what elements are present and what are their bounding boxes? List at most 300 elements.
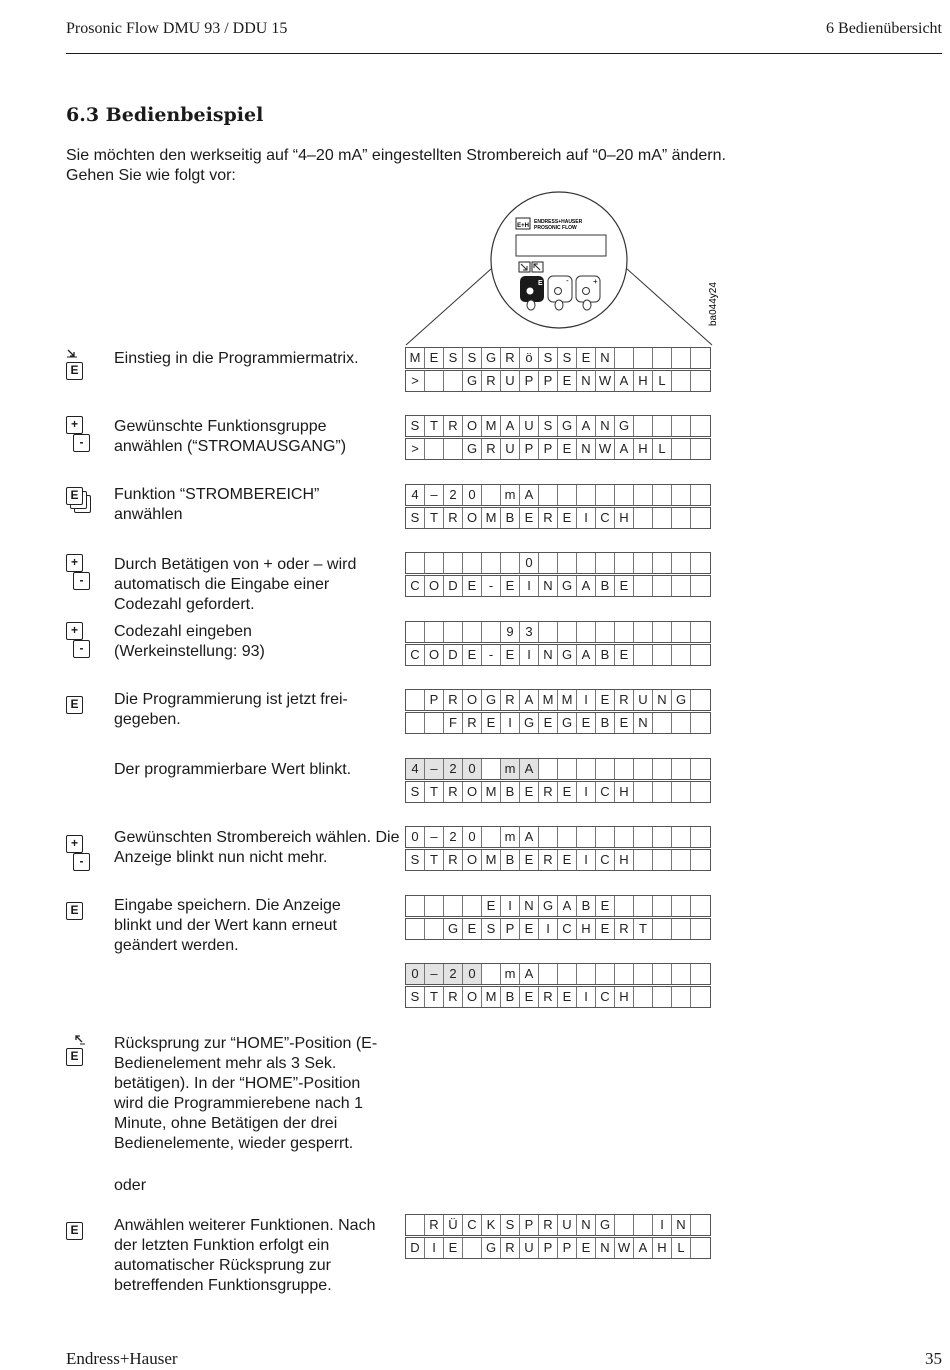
lcd-cell: M (482, 508, 501, 528)
lcd-cell: A (558, 896, 577, 916)
step-2-text: Gewünschte Funktionsgruppe anwählen (“STROMAUSGANG”) (114, 418, 347, 455)
lcd-cell: H (615, 987, 634, 1007)
lcd-cell: R (615, 919, 634, 939)
lcd-cell: I (653, 1215, 672, 1235)
lcd-cell (577, 553, 596, 573)
lcd-cell (653, 782, 672, 802)
lcd-cell (672, 964, 691, 984)
lcd-cell: E (596, 896, 615, 916)
lcd-cell: N (520, 896, 539, 916)
lcd-display (405, 347, 711, 392)
lcd-cell: C (406, 645, 425, 665)
lcd-cell: A (520, 690, 539, 710)
lcd-cell: O (425, 645, 444, 665)
svg-text:-: - (566, 276, 569, 285)
lcd-cell: E (463, 919, 482, 939)
lcd-cell (691, 348, 711, 368)
lcd-cell: E (615, 576, 634, 596)
lcd-cell (672, 713, 691, 733)
lcd-cell (691, 485, 711, 505)
lcd-cell: P (501, 919, 520, 939)
lcd-cell: C (596, 987, 615, 1007)
lcd-cell: S (501, 1215, 520, 1235)
lcd-cell (539, 485, 558, 505)
lcd-cell (406, 690, 425, 710)
lcd-cell (558, 553, 577, 573)
lcd-cell: S (444, 348, 463, 368)
lcd-cell (482, 759, 501, 779)
lcd-cell (634, 416, 653, 436)
lcd-cell (615, 348, 634, 368)
lcd-row (405, 963, 711, 985)
lcd-cell (444, 553, 463, 573)
lcd-display (405, 826, 711, 871)
lcd-cell (615, 759, 634, 779)
lcd-cell: I (425, 1238, 444, 1258)
lcd-cell (653, 645, 672, 665)
lcd-display (405, 484, 711, 529)
lcd-cell: E (520, 987, 539, 1007)
lcd-cell: R (482, 371, 501, 391)
lcd-cell: m (501, 964, 520, 984)
lcd-cell (577, 485, 596, 505)
lcd-cell: S (539, 348, 558, 368)
lcd-cell: E (577, 1238, 596, 1258)
device-illustration (400, 188, 730, 350)
lcd-cell (672, 759, 691, 779)
lcd-cell: 0 (463, 759, 482, 779)
lcd-cell (691, 1215, 711, 1235)
lcd-cell (634, 827, 653, 847)
lcd-cell: E (520, 919, 539, 939)
lcd-cell: - (482, 576, 501, 596)
lcd-cell: N (596, 416, 615, 436)
lcd-cell (691, 759, 711, 779)
lcd-cell (672, 553, 691, 573)
lcd-cell: M (558, 690, 577, 710)
lcd-cell: U (520, 416, 539, 436)
lcd-cell (634, 759, 653, 779)
lcd-cell: A (577, 416, 596, 436)
lcd-cell (653, 896, 672, 916)
lcd-cell (539, 759, 558, 779)
svg-text:+: + (593, 277, 598, 286)
lcd-cell (653, 919, 672, 939)
lcd-cell: m (501, 759, 520, 779)
lcd-cell: E (463, 576, 482, 596)
lcd-cell: P (539, 439, 558, 459)
lcd-cell: N (596, 348, 615, 368)
lcd-cell: G (596, 1215, 615, 1235)
lcd-cell (672, 371, 691, 391)
lcd-cell: N (539, 576, 558, 596)
lcd-cell (577, 759, 596, 779)
lcd-cell (406, 713, 425, 733)
lcd-cell: W (596, 439, 615, 459)
lcd-cell: O (425, 576, 444, 596)
step-1-text: Einstieg in die Programmiermatrix. (114, 350, 359, 367)
lcd-cell: M (482, 987, 501, 1007)
lcd-cell (558, 964, 577, 984)
lcd-cell: P (539, 371, 558, 391)
lcd-cell: P (520, 1215, 539, 1235)
lcd-cell: 0 (463, 485, 482, 505)
lcd-cell: A (634, 1238, 653, 1258)
step-5-text: Codezahl eingeben (Werkeinstellung: 93) (114, 623, 265, 660)
lcd-cell: R (501, 348, 520, 368)
intro-paragraph: Sie möchten den werkseitig auf “4–20 mA” eingestellten Strombereich auf “0–20 mA” ändern. Gehen Sie wie folgt vor: (66, 147, 726, 184)
lcd-row (405, 826, 711, 848)
lcd-cell (596, 827, 615, 847)
lcd-cell: 0 (406, 827, 425, 847)
lcd-cell: D (444, 645, 463, 665)
lcd-cell: R (539, 508, 558, 528)
lcd-cell (539, 964, 558, 984)
lcd-cell: G (539, 896, 558, 916)
lcd-cell: A (577, 576, 596, 596)
lcd-cell (425, 713, 444, 733)
lcd-cell: 2 (444, 759, 463, 779)
page-number: 35 (925, 1349, 942, 1368)
lcd-cell: C (596, 782, 615, 802)
lcd-cell (634, 1215, 653, 1235)
lcd-cell (691, 1238, 711, 1258)
lcd-row (405, 370, 711, 392)
lcd-cell: S (406, 782, 425, 802)
step-or-text: oder (114, 1177, 147, 1194)
lcd-cell: 9 (501, 622, 520, 642)
lcd-cell (672, 782, 691, 802)
lcd-cell (444, 439, 463, 459)
lcd-cell: B (596, 645, 615, 665)
lcd-row (405, 895, 711, 917)
lcd-cell: S (482, 919, 501, 939)
lcd-cell: I (501, 896, 520, 916)
lcd-display (405, 689, 711, 734)
lcd-cell: G (615, 416, 634, 436)
section-title: 6.3 Bedienbeispiel (66, 104, 264, 126)
lcd-cell: C (463, 1215, 482, 1235)
lcd-cell: L (653, 371, 672, 391)
lcd-cell (653, 622, 672, 642)
lcd-cell (653, 348, 672, 368)
lcd-cell: M (482, 782, 501, 802)
lcd-cell: E (558, 987, 577, 1007)
lcd-cell: I (577, 987, 596, 1007)
lcd-cell: m (501, 827, 520, 847)
lcd-cell: N (577, 439, 596, 459)
lcd-cell (406, 622, 425, 642)
lcd-cell (406, 1215, 425, 1235)
lcd-cell (596, 553, 615, 573)
lcd-cell (653, 485, 672, 505)
brand-line-1: ENDRESS+HAUSER (534, 219, 583, 225)
lcd-cell: I (577, 782, 596, 802)
lcd-cell (596, 622, 615, 642)
lcd-cell (672, 622, 691, 642)
lcd-cell (691, 439, 711, 459)
lcd-cell: S (406, 508, 425, 528)
lcd-cell: R (482, 439, 501, 459)
lcd-cell: R (444, 508, 463, 528)
lcd-cell (672, 987, 691, 1007)
lcd-row (405, 712, 711, 734)
lcd-cell (634, 896, 653, 916)
lcd-cell (596, 964, 615, 984)
lcd-cell (634, 553, 653, 573)
lcd-row (405, 689, 711, 711)
lcd-cell (672, 485, 691, 505)
lcd-cell (634, 622, 653, 642)
lcd-cell: E (482, 896, 501, 916)
lcd-cell (615, 964, 634, 984)
lcd-cell: B (596, 713, 615, 733)
lcd-cell (691, 896, 711, 916)
lcd-cell (425, 371, 444, 391)
lcd-cell (463, 553, 482, 573)
lcd-cell (653, 850, 672, 870)
lcd-cell: R (444, 987, 463, 1007)
lcd-cell: T (425, 508, 444, 528)
lcd-display (405, 895, 711, 940)
lcd-cell: D (444, 576, 463, 596)
lcd-cell: 0 (463, 964, 482, 984)
lcd-cell (634, 782, 653, 802)
lcd-display (405, 963, 711, 1008)
lcd-cell (406, 919, 425, 939)
lcd-cell: P (520, 371, 539, 391)
lcd-cell (672, 645, 691, 665)
lcd-cell (672, 850, 691, 870)
lcd-cell: D (406, 1238, 425, 1258)
lcd-row (405, 849, 711, 871)
lcd-cell: C (596, 508, 615, 528)
lcd-cell (691, 508, 711, 528)
lcd-cell: O (463, 782, 482, 802)
lcd-cell: I (577, 508, 596, 528)
lcd-cell (558, 827, 577, 847)
lcd-cell (634, 850, 653, 870)
lcd-cell: I (577, 690, 596, 710)
lcd-cell: G (520, 713, 539, 733)
lcd-cell: F (444, 713, 463, 733)
lcd-cell: P (425, 690, 444, 710)
lcd-cell: - (482, 645, 501, 665)
lcd-cell: E (482, 713, 501, 733)
lcd-cell: E (577, 348, 596, 368)
lcd-cell: O (463, 690, 482, 710)
lcd-cell: 2 (444, 827, 463, 847)
lcd-cell: B (577, 896, 596, 916)
lcd-cell (615, 827, 634, 847)
lcd-display (405, 415, 711, 460)
lcd-cell: R (501, 1238, 520, 1258)
lcd-cell (425, 553, 444, 573)
lcd-cell: C (406, 576, 425, 596)
lcd-cell: H (615, 850, 634, 870)
lcd-cell (691, 850, 711, 870)
lcd-cell: A (520, 485, 539, 505)
svg-text:E: E (538, 280, 543, 287)
lcd-cell (634, 576, 653, 596)
step-9-text: Eingabe speichern. Die Anzeige blinkt und der Wert kann erneut geändert werden. (114, 897, 341, 954)
lcd-display (405, 1214, 711, 1259)
lcd-cell (672, 439, 691, 459)
lcd-cell: O (463, 508, 482, 528)
lcd-cell: G (482, 348, 501, 368)
lcd-cell (653, 713, 672, 733)
lcd-cell: I (520, 645, 539, 665)
lcd-cell (653, 576, 672, 596)
lcd-cell: E (425, 348, 444, 368)
header-rule (66, 53, 942, 54)
lcd-cell (653, 416, 672, 436)
lcd-cell (634, 508, 653, 528)
lcd-cell: 2 (444, 485, 463, 505)
step-4-text: Durch Betätigen von + oder – wird automatisch die Eingabe einer Codezahl gefordert. (114, 556, 357, 613)
lcd-cell: E (558, 782, 577, 802)
running-header-chapter: 6 Bedienübersicht (826, 20, 942, 37)
lcd-cell (691, 827, 711, 847)
lcd-cell: L (672, 1238, 691, 1258)
step-7-text: Der programmierbare Wert blinkt. (114, 761, 352, 778)
lcd-cell: 4 (406, 759, 425, 779)
lcd-cell (596, 759, 615, 779)
lcd-cell: E (615, 645, 634, 665)
lcd-cell: U (520, 1238, 539, 1258)
lcd-cell (691, 622, 711, 642)
lcd-cell: E (520, 782, 539, 802)
lcd-cell (463, 622, 482, 642)
lcd-cell (444, 371, 463, 391)
lcd-cell (444, 896, 463, 916)
lcd-cell: R (444, 782, 463, 802)
lcd-cell (691, 919, 711, 939)
lcd-cell (482, 827, 501, 847)
lcd-row (405, 758, 711, 780)
lcd-cell: 4 (406, 485, 425, 505)
step-8-text: Gewünschten Strombereich wählen. Die Anzeige blinkt nun nicht mehr. (114, 829, 400, 866)
lcd-cell (444, 622, 463, 642)
lcd-cell: R (539, 850, 558, 870)
lcd-row (405, 1237, 711, 1259)
lcd-cell (634, 485, 653, 505)
lcd-cell: M (482, 850, 501, 870)
lcd-cell (482, 964, 501, 984)
lcd-cell: R (615, 690, 634, 710)
lcd-cell: I (539, 919, 558, 939)
lcd-cell: > (406, 439, 425, 459)
lcd-cell: P (558, 1238, 577, 1258)
lcd-cell: – (425, 964, 444, 984)
lcd-cell: S (463, 348, 482, 368)
lcd-cell: N (653, 690, 672, 710)
lcd-cell: E (558, 439, 577, 459)
running-header-title: Prosonic Flow DMU 93 / DDU 15 (66, 20, 288, 37)
lcd-cell (634, 645, 653, 665)
lcd-row (405, 986, 711, 1008)
lcd-cell (482, 553, 501, 573)
lcd-cell: N (539, 645, 558, 665)
lcd-cell: – (425, 485, 444, 505)
lcd-cell: U (501, 439, 520, 459)
lcd-cell: B (501, 508, 520, 528)
lcd-cell: E (444, 1238, 463, 1258)
lcd-cell: T (425, 850, 444, 870)
lcd-cell: G (558, 713, 577, 733)
footer-company: Endress+Hauser (66, 1349, 178, 1368)
lcd-cell (691, 782, 711, 802)
lcd-cell: H (653, 1238, 672, 1258)
lcd-cell (558, 622, 577, 642)
lcd-cell: E (596, 690, 615, 710)
lcd-cell: E (501, 576, 520, 596)
lcd-cell: 0 (463, 827, 482, 847)
lcd-cell: H (577, 919, 596, 939)
lcd-cell: N (577, 371, 596, 391)
lcd-cell: 0 (406, 964, 425, 984)
lcd-cell: M (406, 348, 425, 368)
step-6-text: Die Programmierung ist jetzt frei-gegeben. (114, 691, 348, 728)
lcd-cell: O (463, 416, 482, 436)
lcd-cell: > (406, 371, 425, 391)
lcd-row (405, 507, 711, 529)
lcd-cell: T (425, 987, 444, 1007)
lcd-cell (425, 919, 444, 939)
lcd-cell: H (615, 782, 634, 802)
lcd-cell: O (463, 987, 482, 1007)
lcd-cell: R (539, 782, 558, 802)
lcd-cell: E (539, 713, 558, 733)
lcd-cell: W (615, 1238, 634, 1258)
step-10-text: Rücksprung zur “HOME”-Position (E-Bedienelement mehr als 3 Sek. betätigen). In der “HOME”-Position wird die Programmierebene nach 1 Minute, ohne Betätigen der drei Bedienelemente, wieder gesperrt. (114, 1035, 378, 1152)
lcd-cell: G (463, 371, 482, 391)
lcd-cell (691, 987, 711, 1007)
lcd-cell: H (615, 508, 634, 528)
lcd-cell: A (520, 964, 539, 984)
lcd-cell: – (425, 759, 444, 779)
lcd-cell: T (425, 416, 444, 436)
lcd-cell (425, 896, 444, 916)
lcd-cell: S (539, 416, 558, 436)
lcd-cell: K (482, 1215, 501, 1235)
lcd-cell: L (653, 439, 672, 459)
lcd-cell: A (520, 759, 539, 779)
lcd-row (405, 781, 711, 803)
lcd-cell: G (463, 439, 482, 459)
lcd-cell (672, 348, 691, 368)
lcd-cell: E (558, 371, 577, 391)
lcd-row (405, 484, 711, 506)
lcd-cell: E (615, 713, 634, 733)
lcd-display (405, 758, 711, 803)
brand-line-2: PROSONIC FLOW (534, 225, 577, 231)
lcd-cell (539, 622, 558, 642)
lcd-row (405, 918, 711, 940)
lcd-row (405, 1214, 711, 1236)
lcd-cell (425, 439, 444, 459)
lcd-cell (691, 416, 711, 436)
lcd-cell: B (596, 576, 615, 596)
lcd-cell: M (482, 416, 501, 436)
lcd-cell: G (672, 690, 691, 710)
lcd-cell: A (577, 645, 596, 665)
lcd-cell: G (444, 919, 463, 939)
lcd-cell: G (558, 645, 577, 665)
lcd-cell (691, 690, 711, 710)
lcd-cell (691, 645, 711, 665)
lcd-cell: G (482, 1238, 501, 1258)
